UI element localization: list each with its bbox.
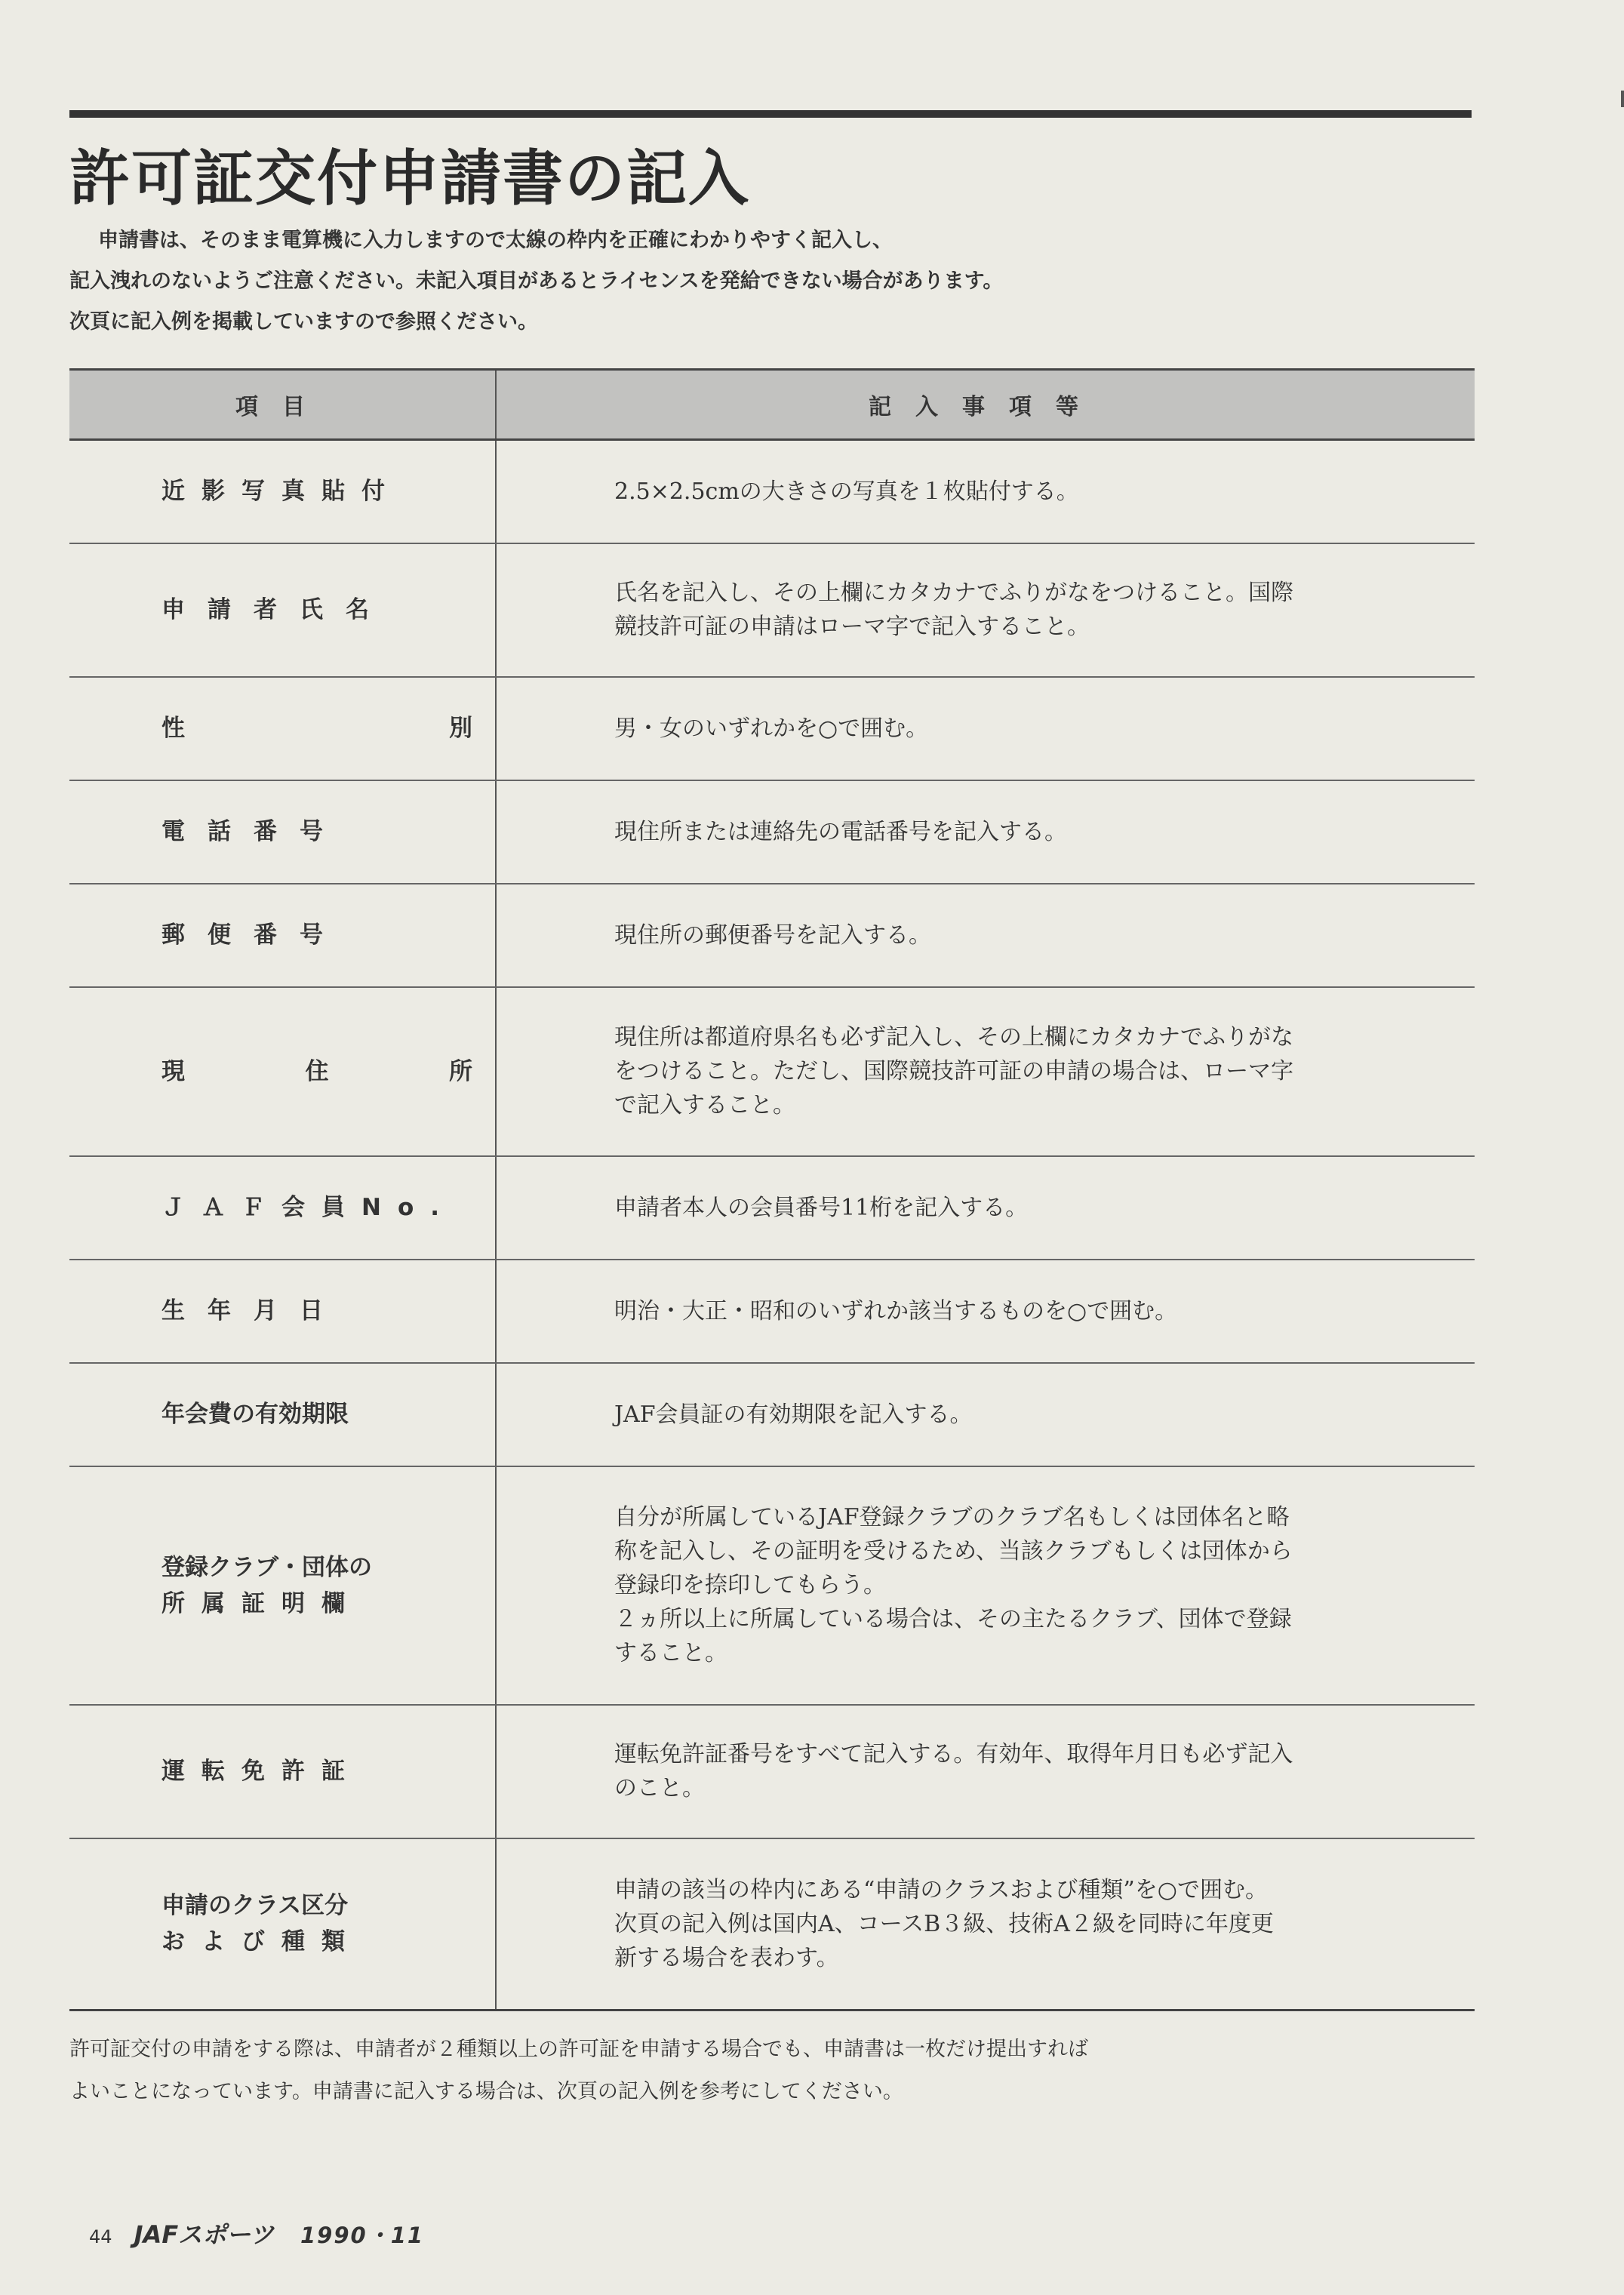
table-row: [69, 440, 1475, 543]
table-row: [69, 1260, 1475, 1363]
intro-line: 申請書は、そのまま電算機に入力しますので太線の枠内を正確にわかりやすく記入し、: [98, 229, 893, 252]
row-item-postal: 郵便番号: [161, 921, 346, 949]
title-rule: [69, 110, 1472, 118]
page-title: 許可証交付申請書の記入: [69, 143, 750, 214]
row-item-address-char: 住: [305, 1057, 329, 1085]
row-desc-line: 現住所または連絡先の電話番号を記入する。: [614, 818, 1067, 845]
row-item-address: [161, 1054, 472, 1090]
row-desc-line: 称を記入し、その証明を受けるため、当該クラブもしくは団体から: [614, 1538, 1293, 1564]
row-desc-line: ２ヵ所以上に所属している場合は、その主たるクラブ、団体で登録: [614, 1606, 1292, 1632]
row-desc-line: 次頁の記入例は国内A、コースB３級、技術A２級を同時に年度更: [614, 1910, 1274, 1937]
table-row: [69, 1156, 1475, 1260]
row-desc-line: 新する場合を表わす。: [614, 1944, 839, 1971]
row-item-jaf-member: ＪＡＦ会員No.: [161, 1194, 457, 1221]
row-desc-line: 現住所の郵便番号を記入する。: [614, 921, 931, 949]
row-desc-line: 明治・大正・昭和のいずれか該当するものを○で囲む。: [614, 1297, 1178, 1324]
page-number: 44: [89, 2226, 112, 2247]
row-item-address-char: 現: [161, 1057, 185, 1085]
table-row: [69, 1838, 1475, 2010]
edge-mark: [1621, 91, 1624, 107]
table-row: [69, 780, 1475, 884]
row-desc-line: 氏名を記入し、その上欄にカタカナでふりがなをつけること。国際: [614, 580, 1293, 606]
row-item-license: 運転免許証: [161, 1758, 361, 1785]
row-item-birthdate: 生年月日: [161, 1297, 346, 1324]
row-item-sex: [161, 710, 472, 746]
row-item-class: および種類: [161, 1928, 361, 1956]
row-desc-line: 男・女のいずれかを○で囲む。: [614, 715, 929, 742]
issue-date: 1990・11: [300, 2223, 425, 2248]
row-desc-line: 競技許可証の申請はローマ字で記入すること。: [614, 614, 1090, 640]
row-desc-line: のこと。: [614, 1775, 705, 1801]
footnote-line: 許可証交付の申請をする際は、申請者が２種類以上の許可証を申請する場合でも、申請書は一枚だけ提出すれば: [69, 2038, 1088, 2061]
instruction-table: [69, 368, 1475, 2011]
row-desc-line: 現住所は都道府県名も必ず記入し、その上欄にカタカナでふりがな: [614, 1024, 1293, 1051]
footnote-line: よいことになっています。申請書に記入する場合は、次頁の記入例を参考にしてください。: [69, 2080, 903, 2103]
row-item-sex-char: 別: [449, 715, 472, 742]
row-desc-line: 2.5×2.5cmの大きさの写真を１枚貼付する。: [614, 478, 1079, 505]
row-item-expiry: 年会費の有効期限: [161, 1401, 349, 1428]
row-item-phone: 電話番号: [161, 818, 346, 845]
table-row: [69, 1705, 1475, 1838]
table-row: [69, 677, 1475, 780]
table-row: [69, 987, 1475, 1156]
intro-text: [69, 220, 1428, 343]
table-row: [69, 1466, 1475, 1705]
row-item-sex-char: 性: [161, 715, 185, 742]
row-item-address-char: 所: [449, 1057, 472, 1085]
magazine-name: JAFスポーツ: [134, 2220, 274, 2249]
table-header: [69, 370, 1475, 440]
intro-line: 記入洩れのないようご注意ください。未記入項目があるとライセンスを発給できない場合があります。: [69, 269, 1004, 293]
row-item-club: 所属証明欄: [161, 1589, 361, 1617]
row-desc-line: JAF会員証の有効期限を記入する。: [614, 1401, 973, 1428]
row-desc-line: 登録印を捺印してもらう。: [614, 1572, 886, 1598]
page-footer: [89, 2216, 424, 2250]
row-item-club: 登録クラブ・団体の: [161, 1553, 372, 1581]
row-item-photo: 近影写真貼付: [161, 478, 401, 506]
row-desc-line: で記入すること。: [614, 1092, 795, 1118]
table-row: [69, 884, 1475, 987]
row-desc-line: をつけること。ただし、国際競技許可証の申請の場合は、ローマ字: [614, 1058, 1293, 1084]
row-desc-line: 運転免許証番号をすべて記入する。有効年、取得年月日も必ず記入: [614, 1741, 1293, 1767]
row-desc-line: すること。: [614, 1640, 727, 1666]
row-desc-line: 申請者本人の会員番号11桁を記入する。: [614, 1194, 1029, 1221]
row-desc-line: 申請の該当の枠内にある“申請のクラスおよび種類”を○で囲む。: [614, 1876, 1268, 1903]
footnote: [69, 2029, 1428, 2113]
row-item-name: 申請者氏名: [161, 596, 392, 623]
header-item: 項目: [69, 370, 496, 440]
table-row: [69, 1363, 1475, 1466]
intro-line: 次頁に記入例を掲載していますので参照ください。: [69, 310, 538, 334]
row-desc-line: 自分が所属しているJAF登録クラブのクラブ名もしくは団体名と略: [614, 1504, 1290, 1531]
row-item-class: 申請のクラス区分: [161, 1892, 349, 1920]
header-desc: 記入事項等: [496, 370, 1475, 440]
table-row: [69, 543, 1475, 677]
